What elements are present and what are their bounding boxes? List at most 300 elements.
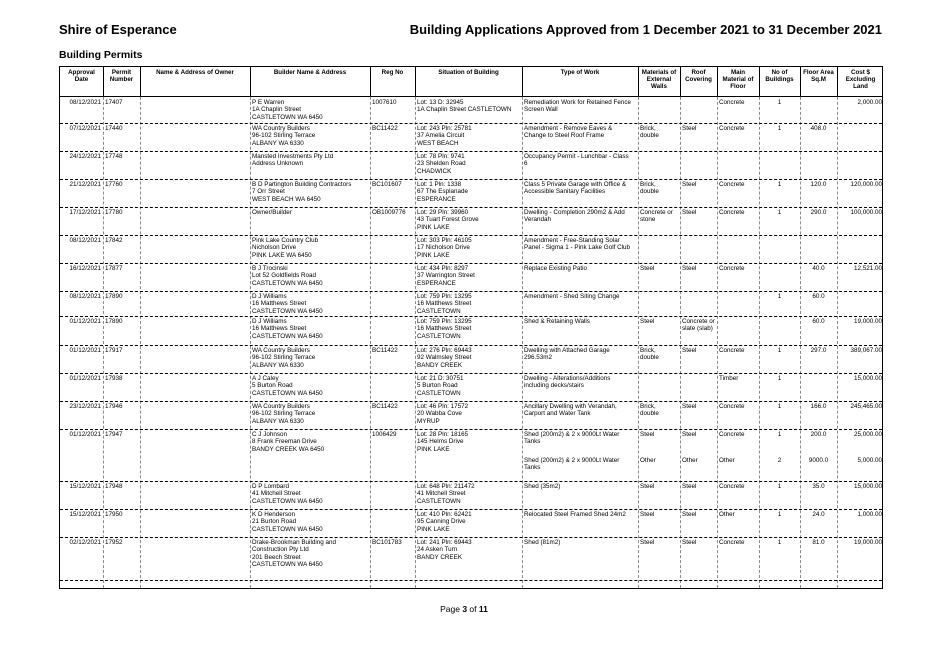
situation-of-building-line: Lot: 759 Pln: 13295 bbox=[417, 318, 472, 325]
external-walls bbox=[640, 181, 678, 196]
permit-number: 17890 bbox=[105, 293, 123, 300]
header-column-divider bbox=[638, 67, 639, 96]
builder-name-address-line: WEST BEACH WA 6450 bbox=[252, 195, 321, 203]
floor-material bbox=[719, 375, 757, 382]
cost: 2,000.00 bbox=[857, 99, 882, 106]
situation-of-building bbox=[417, 153, 520, 175]
builder-name-address-line: 5 Burton Road bbox=[252, 382, 293, 390]
col-permit-number-header: Permit Number bbox=[109, 69, 134, 84]
floor-area: 200.0 bbox=[810, 431, 827, 438]
row-separator bbox=[60, 481, 882, 482]
floor-material-line: Concrete bbox=[719, 347, 745, 354]
table-row bbox=[60, 153, 882, 181]
situation-of-building-line: 24 Asken Turn bbox=[417, 546, 458, 554]
table-row bbox=[60, 318, 882, 347]
cost: 15,000.00 bbox=[853, 375, 882, 382]
situation-of-building-line: CASTLETOWN bbox=[417, 307, 461, 315]
situation-of-building bbox=[417, 99, 520, 114]
row-separator bbox=[60, 123, 882, 124]
situation-of-building bbox=[417, 293, 520, 315]
permit-number: 17917 bbox=[105, 347, 123, 354]
situation-of-building-line: 43 Tuart Forest Grove bbox=[417, 216, 479, 224]
page-footer bbox=[0, 604, 928, 614]
external-walls-line: Steel bbox=[640, 483, 655, 490]
approval-date: 01/12/2021 bbox=[69, 347, 101, 354]
builder-name-address bbox=[252, 153, 368, 168]
approval-date: 08/12/2021 bbox=[69, 99, 101, 106]
floor-material-line: Concrete bbox=[719, 539, 745, 546]
footer-middle: of bbox=[467, 604, 479, 614]
type-of-work bbox=[524, 483, 636, 490]
builder-name-address-line: 96-102 Stirling Terrace bbox=[252, 354, 316, 362]
footer-prefix: Page bbox=[440, 604, 463, 614]
approval-date: 01/12/2021 bbox=[69, 431, 101, 438]
roof-covering-line: slate (slab) bbox=[682, 325, 713, 333]
permit-number: 17948 bbox=[105, 483, 123, 490]
header-column-divider bbox=[800, 67, 801, 96]
floor-area: 166.0 bbox=[810, 403, 827, 410]
no-of-buildings: 1 bbox=[777, 293, 782, 300]
type-of-work-line: Panel - Sigma 1 - Pink Lake Golf Club bbox=[524, 244, 631, 252]
row-separator bbox=[60, 401, 882, 402]
floor-material-line: Concrete bbox=[719, 99, 745, 106]
approval-date: 15/12/2021 bbox=[69, 483, 101, 490]
builder-name-address-line: Mansted Investments Pty Ltd bbox=[252, 153, 334, 160]
no-of-buildings: 1 bbox=[777, 375, 782, 382]
builder-name-address-line: D J Williams bbox=[252, 293, 287, 300]
floor-material bbox=[719, 99, 757, 106]
builder-name-address-line: CASTLETOWN WA 6450 bbox=[252, 332, 323, 340]
col-situation-header: Situation of Building bbox=[438, 69, 499, 76]
col-type-of-work-header: Type of Work bbox=[560, 69, 600, 76]
builder-name-address bbox=[252, 99, 368, 121]
header-column-divider bbox=[522, 67, 523, 96]
roof-covering bbox=[682, 318, 715, 333]
situation-of-building-line: MYRUP bbox=[417, 417, 440, 425]
permit-number: 17842 bbox=[105, 237, 123, 244]
type-of-work-line: Verandah bbox=[524, 216, 551, 224]
approval-date: 01/12/2021 bbox=[69, 375, 101, 382]
table-row bbox=[60, 237, 882, 265]
builder-name-address bbox=[252, 237, 368, 259]
builder-name-address-line: WA Country Builders bbox=[252, 125, 310, 132]
row-separator bbox=[60, 235, 882, 236]
roof-covering bbox=[682, 209, 715, 216]
type-of-work bbox=[524, 511, 636, 518]
situation-of-building-line: Lot: 21 D: 30751 bbox=[417, 375, 464, 382]
reg-no: BC11422 bbox=[372, 125, 398, 132]
builder-name-address bbox=[252, 125, 368, 147]
roof-covering bbox=[682, 125, 715, 132]
approval-date: 24/12/2021 bbox=[69, 153, 101, 160]
header-column-divider bbox=[717, 67, 718, 96]
roof-covering bbox=[682, 431, 715, 438]
situation-of-building bbox=[417, 181, 520, 203]
builder-name-address-line: Drake-Brookman Building and bbox=[252, 539, 337, 546]
builder-name-address-line: CASTLETOWN WA 6450 bbox=[252, 113, 323, 121]
builder-name-address-line: D P Lombard bbox=[252, 483, 289, 490]
type-of-work bbox=[524, 457, 636, 472]
type-of-work bbox=[524, 125, 636, 140]
situation-of-building-line: 92 Walmsley Street bbox=[417, 354, 472, 362]
floor-material-line: Timber bbox=[719, 375, 739, 382]
cost: 15,000.00 bbox=[853, 483, 882, 490]
permit-number: 17780 bbox=[105, 209, 123, 216]
builder-name-address-line: 8 Frank Freeman Drive bbox=[252, 438, 317, 446]
external-walls-line: Steel bbox=[640, 265, 655, 272]
type-of-work-line: Shed & Retaining Walls bbox=[524, 318, 590, 325]
header-column-divider bbox=[103, 67, 104, 96]
builder-name-address-line: B J Trocinski bbox=[252, 265, 288, 272]
permit-number: 17877 bbox=[105, 265, 123, 272]
permit-number: 17440 bbox=[105, 125, 123, 132]
type-of-work-line: Screen Wall bbox=[524, 106, 558, 114]
footer-total-pages: 11 bbox=[478, 604, 488, 614]
floor-material bbox=[719, 347, 757, 354]
footer-current-page: 3 bbox=[462, 604, 468, 614]
row-separator bbox=[60, 345, 882, 346]
type-of-work-line: Shed (81m2) bbox=[524, 539, 561, 546]
roof-covering-line: Steel bbox=[682, 403, 697, 410]
external-walls bbox=[640, 539, 678, 546]
builder-name-address-line: 96-102 Stirling Terrace bbox=[252, 132, 316, 140]
type-of-work-line: Dwelling - Alterations/Additions bbox=[524, 375, 611, 382]
row-separator bbox=[60, 580, 882, 581]
builder-name-address-line: CASTLETOWN WA 6450 bbox=[252, 279, 323, 287]
reg-no: OB1009776 bbox=[372, 209, 406, 216]
builder-name-address-line: 201 Beech Street bbox=[252, 553, 301, 561]
floor-material-line: Concrete bbox=[719, 125, 745, 132]
situation-of-building bbox=[417, 318, 520, 340]
roof-covering-line: Steel bbox=[682, 539, 697, 546]
no-of-buildings: 1 bbox=[777, 431, 782, 438]
cost: 1,000.00 bbox=[857, 511, 882, 518]
builder-name-address-line: A J Caley bbox=[252, 375, 279, 382]
builder-name-address-line: ALBANY WA 6330 bbox=[252, 139, 304, 147]
type-of-work bbox=[524, 539, 636, 546]
builder-name-address-line: Address Unknown bbox=[252, 160, 304, 168]
header-column-divider bbox=[837, 67, 838, 96]
table-row bbox=[60, 209, 882, 237]
reg-no: 1007610 bbox=[372, 99, 397, 106]
floor-material bbox=[719, 539, 757, 546]
builder-name-address bbox=[252, 347, 368, 369]
type-of-work bbox=[524, 347, 636, 362]
header-column-divider bbox=[140, 67, 141, 96]
situation-of-building bbox=[417, 347, 520, 369]
roof-covering-line: Steel bbox=[682, 265, 697, 272]
external-walls-line: Brick, bbox=[640, 403, 656, 410]
table-row bbox=[60, 403, 882, 431]
table-row bbox=[60, 539, 882, 580]
floor-material bbox=[719, 265, 757, 272]
col-external-walls-header: Materials of External Walls bbox=[641, 69, 677, 91]
situation-of-building-line: BANDY CREEK bbox=[417, 361, 463, 369]
col-no-of-buildings-header: No of Buildings bbox=[765, 69, 794, 84]
situation-of-building-line: 16 Matthews Street bbox=[417, 325, 472, 333]
situation-of-building bbox=[417, 209, 520, 231]
situation-of-building-line: Lot: 29 Pln: 39960 bbox=[417, 209, 469, 216]
row-separator bbox=[60, 179, 882, 180]
col-floor-area-header: Floor Area Sq.M bbox=[803, 69, 834, 84]
floor-area: 290.0 bbox=[810, 209, 827, 216]
approval-date: 15/12/2021 bbox=[69, 511, 101, 518]
situation-of-building-line: Lot: 243 Pln: 25781 bbox=[417, 125, 472, 132]
external-walls bbox=[640, 511, 678, 518]
external-walls bbox=[640, 209, 678, 224]
type-of-work bbox=[524, 431, 636, 446]
no-of-buildings: 1 bbox=[777, 347, 782, 354]
shire-title: Shire of Esperance bbox=[59, 22, 177, 37]
builder-name-address-line: WA Country Builders bbox=[252, 403, 310, 410]
builder-name-address-line: PINK LAKE WA 6450 bbox=[252, 251, 312, 259]
situation-of-building-line: ESPERANCE bbox=[417, 279, 456, 287]
roof-covering-line: Concrete or bbox=[682, 318, 715, 325]
builder-name-address bbox=[252, 483, 368, 505]
no-of-buildings: 1 bbox=[777, 511, 782, 518]
approval-date: 07/12/2021 bbox=[69, 125, 101, 132]
cost: 5,000.00 bbox=[857, 457, 882, 464]
situation-of-building-line: BANDY CREEK bbox=[417, 553, 463, 561]
type-of-work bbox=[524, 265, 636, 272]
builder-name-address-line: 16 Matthews Street bbox=[252, 325, 307, 333]
col-approval-date-header: Approval Date bbox=[68, 69, 95, 84]
builder-name-address-line: ALBANY WA 6330 bbox=[252, 361, 304, 369]
builder-name-address-line: 41 Mitchell Street bbox=[252, 490, 301, 498]
roof-covering-line: Steel bbox=[682, 483, 697, 490]
floor-area: 297.0 bbox=[810, 347, 827, 354]
builder-name-address bbox=[252, 431, 368, 453]
type-of-work bbox=[524, 99, 636, 114]
situation-of-building-line: 16 Matthews Street bbox=[417, 300, 472, 308]
builder-name-address bbox=[252, 511, 368, 533]
no-of-buildings: 1 bbox=[777, 403, 782, 410]
cost: 120,000.00 bbox=[850, 181, 882, 188]
type-of-work-line: Shed (200m2) & 2 x 9000Lt Water bbox=[524, 431, 620, 438]
external-walls-line: Brick, bbox=[640, 347, 656, 354]
situation-of-building-line: 20 Wabba Cove bbox=[417, 410, 462, 418]
col-builder-header: Builder Name & Address bbox=[273, 69, 347, 76]
cost: 19,000.00 bbox=[853, 539, 882, 546]
floor-material bbox=[719, 511, 757, 518]
type-of-work bbox=[524, 403, 636, 418]
situation-of-building-line: CASTLETOWN bbox=[417, 497, 461, 505]
no-of-buildings: 1 bbox=[777, 539, 782, 546]
roof-covering-line: Steel bbox=[682, 125, 697, 132]
floor-area: 40.0 bbox=[812, 265, 825, 272]
roof-covering bbox=[682, 483, 715, 490]
table-row bbox=[60, 293, 882, 318]
situation-of-building bbox=[417, 483, 520, 505]
builder-name-address-line: Nicholson Drive bbox=[252, 244, 297, 252]
situation-of-building-line: Lot: 46 Pln: 17572 bbox=[417, 403, 469, 410]
cost: 19,000.00 bbox=[853, 318, 882, 325]
builder-name-address bbox=[252, 375, 368, 397]
row-separator bbox=[60, 509, 882, 510]
cost: 12,521.00 bbox=[853, 265, 882, 272]
type-of-work-line: Class 5 Private Garage with Office & bbox=[524, 181, 627, 188]
header-column-divider bbox=[680, 67, 681, 96]
type-of-work-line: Amendment - Shed Siting Change bbox=[524, 293, 620, 300]
roof-covering bbox=[682, 511, 715, 518]
builder-name-address-line: C J Johnson bbox=[252, 431, 288, 438]
floor-material bbox=[719, 403, 757, 410]
approval-date: 21/12/2021 bbox=[69, 181, 101, 188]
type-of-work-line: Change to Steel Roof Frame bbox=[524, 132, 605, 140]
type-of-work-line: Replace Existing Patio bbox=[524, 265, 588, 272]
table-row bbox=[60, 375, 882, 403]
type-of-work-line: Amendment - Remove Eaves & bbox=[524, 125, 613, 132]
reg-no: BC101783 bbox=[372, 539, 402, 546]
situation-of-building bbox=[417, 125, 520, 147]
type-of-work-line: Shed (35m2) bbox=[524, 483, 561, 490]
situation-of-building-line: PINK LAKE bbox=[417, 223, 450, 231]
type-of-work-line: Carport and Water Tank bbox=[524, 410, 591, 418]
approval-date: 23/12/2021 bbox=[69, 403, 101, 410]
external-walls-line: Steel bbox=[640, 431, 655, 438]
external-walls-line: Brick, bbox=[640, 181, 656, 188]
situation-of-building-line: WEST BEACH bbox=[417, 139, 459, 147]
permit-number: 17748 bbox=[105, 153, 123, 160]
situation-of-building-line: Lot: 1 Pln: 1338 bbox=[417, 181, 462, 188]
situation-of-building bbox=[417, 265, 520, 287]
section-title: Building Permits bbox=[59, 49, 143, 61]
no-of-buildings: 1 bbox=[777, 483, 782, 490]
type-of-work-line: Dwelling - Completion 290m2 & Add bbox=[524, 209, 625, 216]
type-of-work-line: Relocated Steel Framed Shed 24m2 bbox=[524, 511, 626, 518]
situation-of-building-line: 5 Burton Road bbox=[417, 382, 458, 390]
situation-of-building-line: CHADWICK bbox=[417, 167, 452, 175]
type-of-work-line: Amendment - Free-Standing Solar bbox=[524, 237, 620, 244]
external-walls bbox=[640, 431, 678, 438]
cost: 100,000.00 bbox=[850, 209, 882, 216]
builder-name-address bbox=[252, 181, 368, 203]
floor-area: 60.0 bbox=[812, 293, 825, 300]
approval-date: 08/12/2021 bbox=[69, 237, 101, 244]
external-walls-line: stone bbox=[640, 216, 656, 224]
header-column-divider bbox=[370, 67, 371, 96]
table-row bbox=[60, 181, 882, 209]
floor-material-line: Concrete bbox=[719, 431, 745, 438]
floor-area: 120.0 bbox=[810, 181, 827, 188]
roof-covering bbox=[682, 539, 715, 546]
permits-table bbox=[59, 66, 883, 589]
row-separator bbox=[60, 429, 882, 430]
type-of-work bbox=[524, 181, 636, 196]
type-of-work-line: including decks/stairs bbox=[524, 382, 584, 390]
builder-name-address-line: 16 Matthews Street bbox=[252, 300, 307, 308]
permit-number: 17946 bbox=[105, 403, 123, 410]
table-row bbox=[60, 347, 882, 375]
header-column-divider bbox=[250, 67, 251, 96]
floor-material bbox=[719, 431, 757, 438]
floor-area: 81.0 bbox=[812, 539, 825, 546]
roof-covering-line: Steel bbox=[682, 209, 697, 216]
roof-covering bbox=[682, 265, 715, 272]
builder-name-address-line: D J Williams bbox=[252, 318, 287, 325]
roof-covering-line: Steel bbox=[682, 431, 697, 438]
external-walls: Other bbox=[640, 457, 656, 464]
situation-of-building-line: 95 Canning Drive bbox=[417, 518, 466, 526]
situation-of-building-line: Lot: 276 Pln: 69443 bbox=[417, 347, 472, 354]
cost: 389,067.00 bbox=[850, 347, 882, 354]
row-separator bbox=[60, 373, 882, 374]
situation-of-building bbox=[417, 375, 520, 397]
roof-covering bbox=[682, 181, 715, 188]
reg-no: BC11422 bbox=[372, 403, 398, 410]
type-of-work-line: Ancillary Dwelling with Verandah, bbox=[524, 403, 617, 410]
approval-date: 01/12/2021 bbox=[69, 318, 101, 325]
situation-of-building-line: Lot: 303 Pln: 46105 bbox=[417, 237, 472, 244]
builder-name-address-line: BANDY CREEK WA 6450 bbox=[252, 445, 325, 453]
situation-of-building-line: PINK LAKE bbox=[417, 251, 450, 259]
permit-number: 17890 bbox=[105, 318, 123, 325]
table-row bbox=[60, 483, 882, 511]
situation-of-building-line: ESPERANCE bbox=[417, 195, 456, 203]
situation-of-building bbox=[417, 237, 520, 259]
situation-of-building-line: 67 The Esplanade bbox=[417, 188, 468, 196]
builder-name-address-line: Construction Pty Ltd bbox=[252, 546, 309, 554]
permit-number: 17938 bbox=[105, 375, 123, 382]
floor-area: 24.0 bbox=[812, 511, 825, 518]
builder-name-address-line: B D Partington Building Contractors bbox=[252, 181, 352, 188]
builder-name-address bbox=[252, 403, 368, 425]
floor-material-line: Concrete bbox=[719, 403, 745, 410]
situation-of-building-line: 41 Mitchell Street bbox=[417, 490, 466, 498]
no-of-buildings: 1 bbox=[777, 209, 782, 216]
floor-material-line: Concrete bbox=[719, 483, 745, 490]
situation-of-building-line: PINK LAKE bbox=[417, 445, 450, 453]
floor-area: 9000.0 bbox=[808, 457, 829, 464]
type-of-work-line: Tanks bbox=[524, 464, 541, 472]
external-walls-line: Steel bbox=[640, 511, 655, 518]
builder-name-address-line: P E Warren bbox=[252, 99, 285, 106]
reg-no: 1006429 bbox=[372, 431, 397, 438]
situation-of-building bbox=[417, 539, 520, 561]
row-separator bbox=[60, 291, 882, 292]
col-cost-header: Cost $ Excluding Land bbox=[845, 69, 876, 91]
type-of-work-line: Tanks bbox=[524, 438, 541, 446]
cost: 245,465.00 bbox=[850, 403, 882, 410]
no-of-buildings: 1 bbox=[777, 125, 782, 132]
col-roof-covering-header: Roof Covering bbox=[685, 69, 712, 84]
builder-name-address-line: 96-102 Stirling Terrace bbox=[252, 410, 316, 418]
builder-name-address bbox=[252, 265, 368, 287]
external-walls-line: Steel bbox=[640, 318, 655, 325]
builder-name-address-line: Pink Lake Country Club bbox=[252, 237, 319, 244]
situation-of-building-line: 17 Nicholson Drive bbox=[417, 244, 470, 252]
col-reg-no-header: Reg No bbox=[381, 69, 404, 76]
builder-name-address bbox=[252, 539, 368, 569]
floor-material bbox=[719, 209, 757, 216]
floor-material bbox=[719, 125, 757, 132]
type-of-work-line: Shed (200m2) & 2 x 9000Lt Water bbox=[524, 457, 620, 464]
builder-name-address bbox=[252, 293, 368, 315]
table-row bbox=[60, 265, 882, 293]
situation-of-building bbox=[417, 511, 520, 533]
permit-number: 17760 bbox=[105, 181, 123, 188]
builder-name-address-line: ALBANY WA 6330 bbox=[252, 417, 304, 425]
no-of-buildings: 1 bbox=[777, 99, 782, 106]
floor-material-line: Other bbox=[719, 511, 735, 518]
situation-of-building-line: Lot: 13 D: 32945 bbox=[417, 99, 464, 106]
situation-of-building-line: Lot: 648 Pln: 211472 bbox=[417, 483, 475, 490]
permit-number: 17947 bbox=[105, 431, 123, 438]
external-walls bbox=[640, 403, 678, 418]
builder-name-address-line: 21 Burton Road bbox=[252, 518, 297, 526]
type-of-work-line: Occupancy Permit - Lunchbar - Class bbox=[524, 153, 629, 160]
roof-covering bbox=[682, 347, 715, 354]
